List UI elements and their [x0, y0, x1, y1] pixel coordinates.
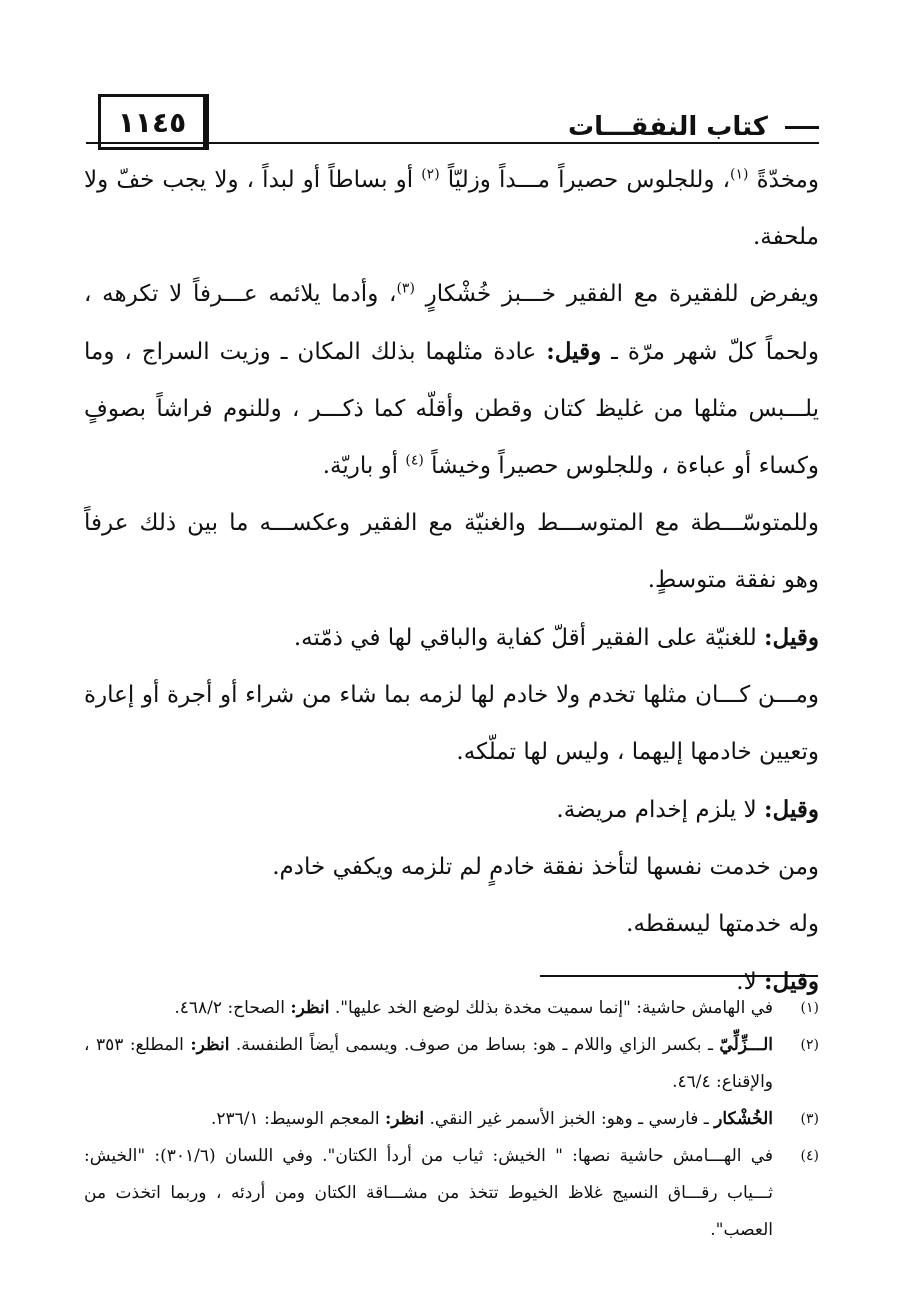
text-run: الصحاح: ٤٦٨/٢. [174, 998, 291, 1018]
text-run: لا يلزم إخدام مريضة. [556, 797, 765, 823]
keyword-qil: وقيل: [764, 968, 819, 995]
main-text [84, 152, 819, 1011]
keyword-qil: وقيل: [764, 624, 819, 651]
running-title-text: كتاب النفقـــات [567, 112, 768, 142]
see-label: انظر: [190, 1035, 230, 1055]
paragraph-2 [84, 266, 819, 495]
footnote-3 [84, 1101, 819, 1138]
text-run: ومخدّةً [748, 167, 819, 193]
paragraph-5: ومـــن كـــان مثلها تخدم ولا خادم لها لزمه بما شاء من شراء أو أجرة أو إعارة وتعيين خادمها إليهما ، وليس لها تملّكه. [84, 682, 819, 765]
paragraph-7: ومن خدمت نفسها لتأخذ نفقة خادمٍ لم تلزمه ويكفي خادم. [272, 854, 819, 880]
keyword-qil: وقيل: [546, 338, 602, 365]
footnote-2 [84, 1027, 819, 1101]
text-run: للغنيّة على الفقير أقلّ كفاية والباقي لها في ذمّته. [293, 625, 765, 651]
text-run: ـ بكسر الزاي واللام ـ هو: بساط من صوف. ويسمى أيضاً الطنفسة. [229, 1035, 720, 1055]
keyword-qil: وقيل: [764, 796, 819, 823]
text-run: في الهامش حاشية: "إنما سميت مخدة بذلك لوضع الخد عليها". [329, 998, 773, 1018]
text-run: عادة مثلهما بذلك المكان ـ وزيت السراج ، وما يلـــبس مثلها من غليظ كتان وقطن وأقلّه كما ذكـــر ، وللنوم فراشاً بصوفٍ وكساء أو عباءة ، وللجلوس حصيراً وخيشاً [84, 339, 819, 479]
page-number: ١١٤٥ [117, 105, 187, 139]
text-run: أو بساطاً أو لبداً ، ولا يجب خفّ ولا ملحفة. [84, 167, 819, 250]
footnote-number: (٣) [800, 1111, 819, 1127]
footnote-ref-4[interactable]: (٤) [405, 452, 424, 469]
text-run: ، وأدما يلائمه عـــرفاً لا تكرهه ، ولحماً كلّ شهر مرّة ـ [84, 281, 819, 365]
footnotes [84, 990, 819, 1249]
text-run: في الهـــامش حاشية نصها: " الخيش: ثياب من أردأ الكتان". وفي اللسان (٣٠١/٦): "الخيش: ثـــياب رقـــاق النسيج غلاظ الخيوط تتخذ من مشـــاقة الكتان ومن أردئه ، وربما اتخذت من العصب". [84, 1146, 773, 1240]
footnote-headword: الـــزِّلِّيّ [719, 1035, 773, 1055]
text-run: المعجم الوسيط: ٢٣٦/١. [211, 1109, 386, 1129]
footnote-ref-3[interactable]: (٣) [396, 280, 415, 297]
paragraph-1 [84, 152, 819, 266]
see-label: انظر: [385, 1109, 425, 1129]
paragraph-8: وله خدمتها ليسقطه. [626, 911, 819, 937]
running-title [568, 112, 819, 142]
text-run: لا. [736, 969, 765, 995]
text-run: ويفرض للفقيرة مع الفقير خـــبز خُشْكارٍ [414, 281, 819, 307]
footnote-4 [84, 1138, 819, 1249]
text-run: المطلع: ٣٥٣ ، والإقناع: ٤٦/٤. [84, 1035, 773, 1092]
see-label: انظر: [290, 998, 330, 1018]
paragraph-6 [84, 781, 819, 839]
paragraph-3: وللمتوسّـــطة مع المتوســـط والغنيّة مع الفقير وعكســـه ما بين ذلك عرفاً وهو نفقة متوسطٍ. [84, 510, 819, 593]
footnote-number: (٢) [800, 1037, 819, 1053]
footnote-separator [540, 975, 818, 977]
text-run: ـ فارسي ـ وهو: الخبز الأسمر غير النقي. [424, 1109, 715, 1129]
paragraph-4 [84, 609, 819, 667]
text-run: أو باريّة. [322, 453, 406, 479]
footnote-headword: الخُشْكار [714, 1109, 773, 1129]
header-rule [86, 142, 819, 144]
footnote-ref-2[interactable]: (٢) [421, 166, 440, 183]
footnote-1 [84, 990, 819, 1027]
text-run: ، وللجلوس حصيراً مـــداً وزليّاً [439, 167, 731, 193]
footnote-number: (٤) [800, 1148, 819, 1164]
footnote-number: (١) [800, 1000, 819, 1016]
footnote-ref-1[interactable]: (١) [730, 166, 749, 183]
